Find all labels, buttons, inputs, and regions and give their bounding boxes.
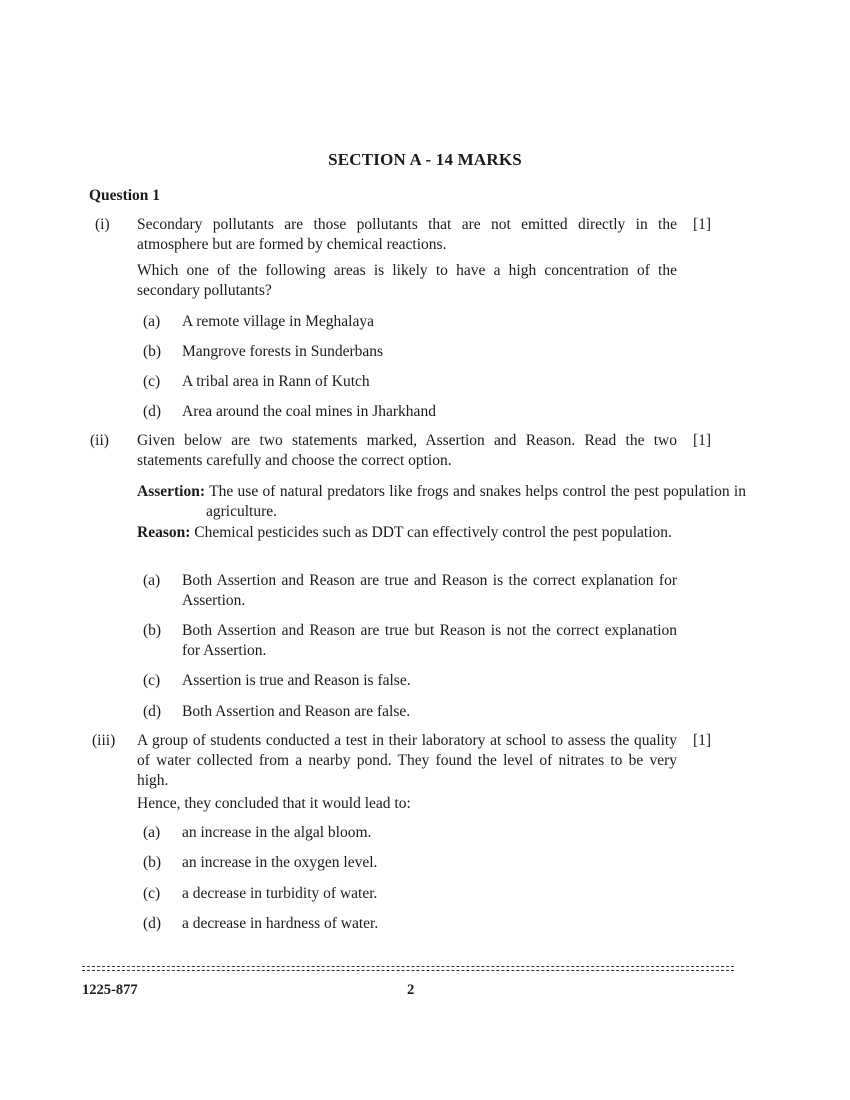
footer-divider [82,970,734,971]
option-text: a decrease in turbidity of water. [182,885,378,902]
reason-text: Chemical pesticides such as DDT can effectively control the pest population. [194,524,672,541]
option-text: Assertion is true and Reason is false. [182,672,411,689]
option-text: Area around the coal mines in Jharkhand [182,403,436,420]
assertion-text: The use of natural predators like frogs and snakes helps control the pest population in agriculture. [206,483,746,520]
option-label: (c) [143,672,161,689]
question-stem: Given below are two statements marked, Assertion and Reason. Read the two statements carefully and choose the correct option. [137,432,677,469]
page-number: 2 [407,982,415,998]
option-text: Both Assertion and Reason are true and Reason is the correct explanation for Assertion. [182,572,677,609]
marks-label: [1] [693,732,712,749]
question-prompt: Hence, they concluded that it would lead to: [137,795,411,812]
footer-divider [82,966,734,967]
option-label: (d) [143,403,162,420]
option-text: an increase in the algal bloom. [182,824,372,841]
paper-code: 1225-877 [82,982,138,998]
marks-label: [1] [693,432,712,449]
question-number: (ii) [90,432,109,449]
option-label: (d) [143,703,162,720]
reason-statement [137,523,746,543]
marks-label: [1] [693,216,712,233]
option-label: (b) [143,854,162,871]
option-label: (a) [143,313,161,330]
reason-label: Reason: [137,524,191,541]
question-number: (iii) [92,732,116,749]
section-title: SECTION A - 14 MARKS [328,150,522,169]
assertion-label: Assertion: [137,483,206,500]
assertion-statement [137,482,746,522]
option-text: A tribal area in Rann of Kutch [182,373,370,390]
question-prompt: Which one of the following areas is likely to have a high concentration of the secondary pollutants? [137,262,677,299]
option-text: Both Assertion and Reason are false. [182,703,411,720]
option-text: Mangrove forests in Sunderbans [182,343,384,360]
option-text: A remote village in Meghalaya [182,313,374,330]
option-label: (c) [143,373,161,390]
option-label: (d) [143,915,162,932]
option-label: (c) [143,885,161,902]
option-text: an increase in the oxygen level. [182,854,378,871]
question-heading: Question 1 [89,187,161,204]
option-label: (a) [143,572,161,589]
question-stem: A group of students conducted a test in their laboratory at school to assess the quality of water collected from a nearby pond. They found the level of nitrates to be very high. [137,732,677,789]
option-label: (b) [143,343,162,360]
option-text: a decrease in hardness of water. [182,915,379,932]
option-label: (b) [143,622,162,639]
option-label: (a) [143,824,161,841]
question-number: (i) [95,216,110,233]
question-stem: Secondary pollutants are those pollutants that are not emitted directly in the atmosphere but are formed by chemical reactions. [137,216,677,253]
option-text: Both Assertion and Reason are true but Reason is not the correct explanation for Assertion. [182,622,677,659]
